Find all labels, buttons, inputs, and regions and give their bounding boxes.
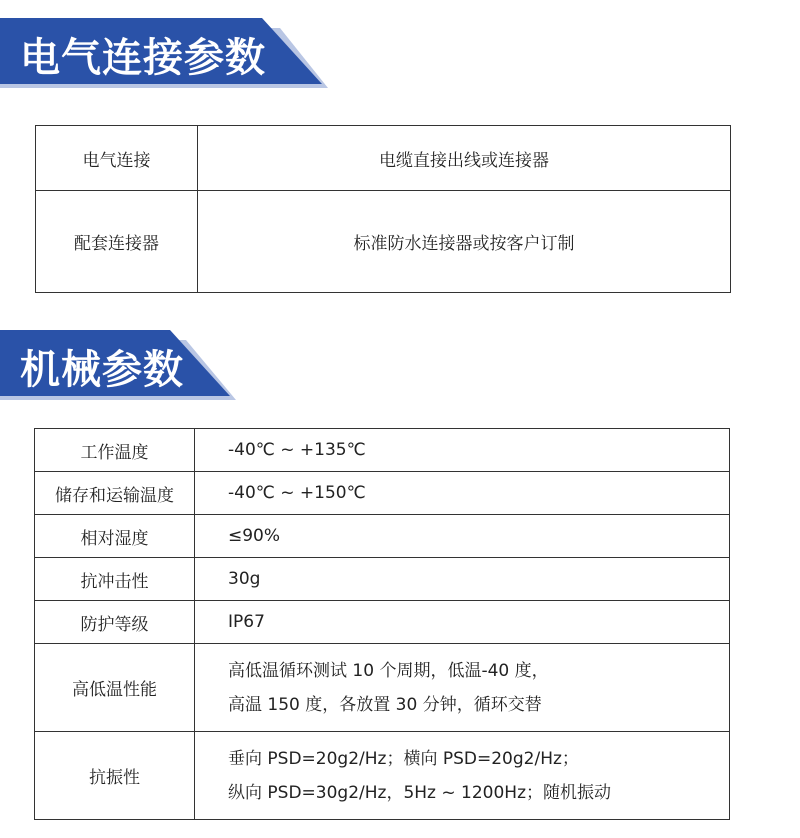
row-value (195, 644, 730, 732)
row-value: -40℃ ~ +150℃ (195, 472, 730, 515)
row-value: 电缆直接出线或连接器 (198, 126, 731, 191)
row-value: ≤90% (195, 515, 730, 558)
row-value: IP67 (195, 601, 730, 644)
row-value: 30g (195, 558, 730, 601)
table-row (36, 191, 731, 293)
table-row (36, 126, 731, 191)
section-banner-mechanical (0, 330, 240, 402)
mechanical-table (34, 428, 730, 820)
row-value: -40℃ ~ +135℃ (195, 429, 730, 472)
value-line: 纵向 PSD=30g2/Hz，5Hz ~ 1200Hz；随机振动 (228, 782, 611, 803)
row-value: 标准防水连接器或按客户订制 (198, 191, 731, 293)
row-key: 工作温度 (35, 429, 195, 472)
section-title: 机械参数 (20, 346, 184, 393)
row-value (195, 732, 730, 820)
table-row (35, 558, 730, 601)
table-row (35, 732, 730, 820)
table-row (35, 472, 730, 515)
row-key: 相对湿度 (35, 515, 195, 558)
table-row (35, 515, 730, 558)
row-key: 电气连接 (36, 126, 198, 191)
table-row (35, 601, 730, 644)
table-row (35, 429, 730, 472)
value-line: 高低温循环测试 10 个周期，低温-40 度， (228, 660, 549, 681)
row-key: 配套连接器 (36, 191, 198, 293)
row-key: 抗冲击性 (35, 558, 195, 601)
electrical-table (35, 125, 731, 293)
section-title: 电气连接参数 (20, 34, 266, 81)
section-banner-electrical (0, 18, 332, 90)
row-key: 高低温性能 (35, 644, 195, 732)
row-key: 储存和运输温度 (35, 472, 195, 515)
row-key: 抗振性 (35, 732, 195, 820)
value-line: 高温 150 度，各放置 30 分钟，循环交替 (228, 694, 542, 715)
value-line: 垂向 PSD=20g2/Hz；横向 PSD=20g2/Hz； (228, 748, 579, 769)
table-row (35, 644, 730, 732)
row-key: 防护等级 (35, 601, 195, 644)
